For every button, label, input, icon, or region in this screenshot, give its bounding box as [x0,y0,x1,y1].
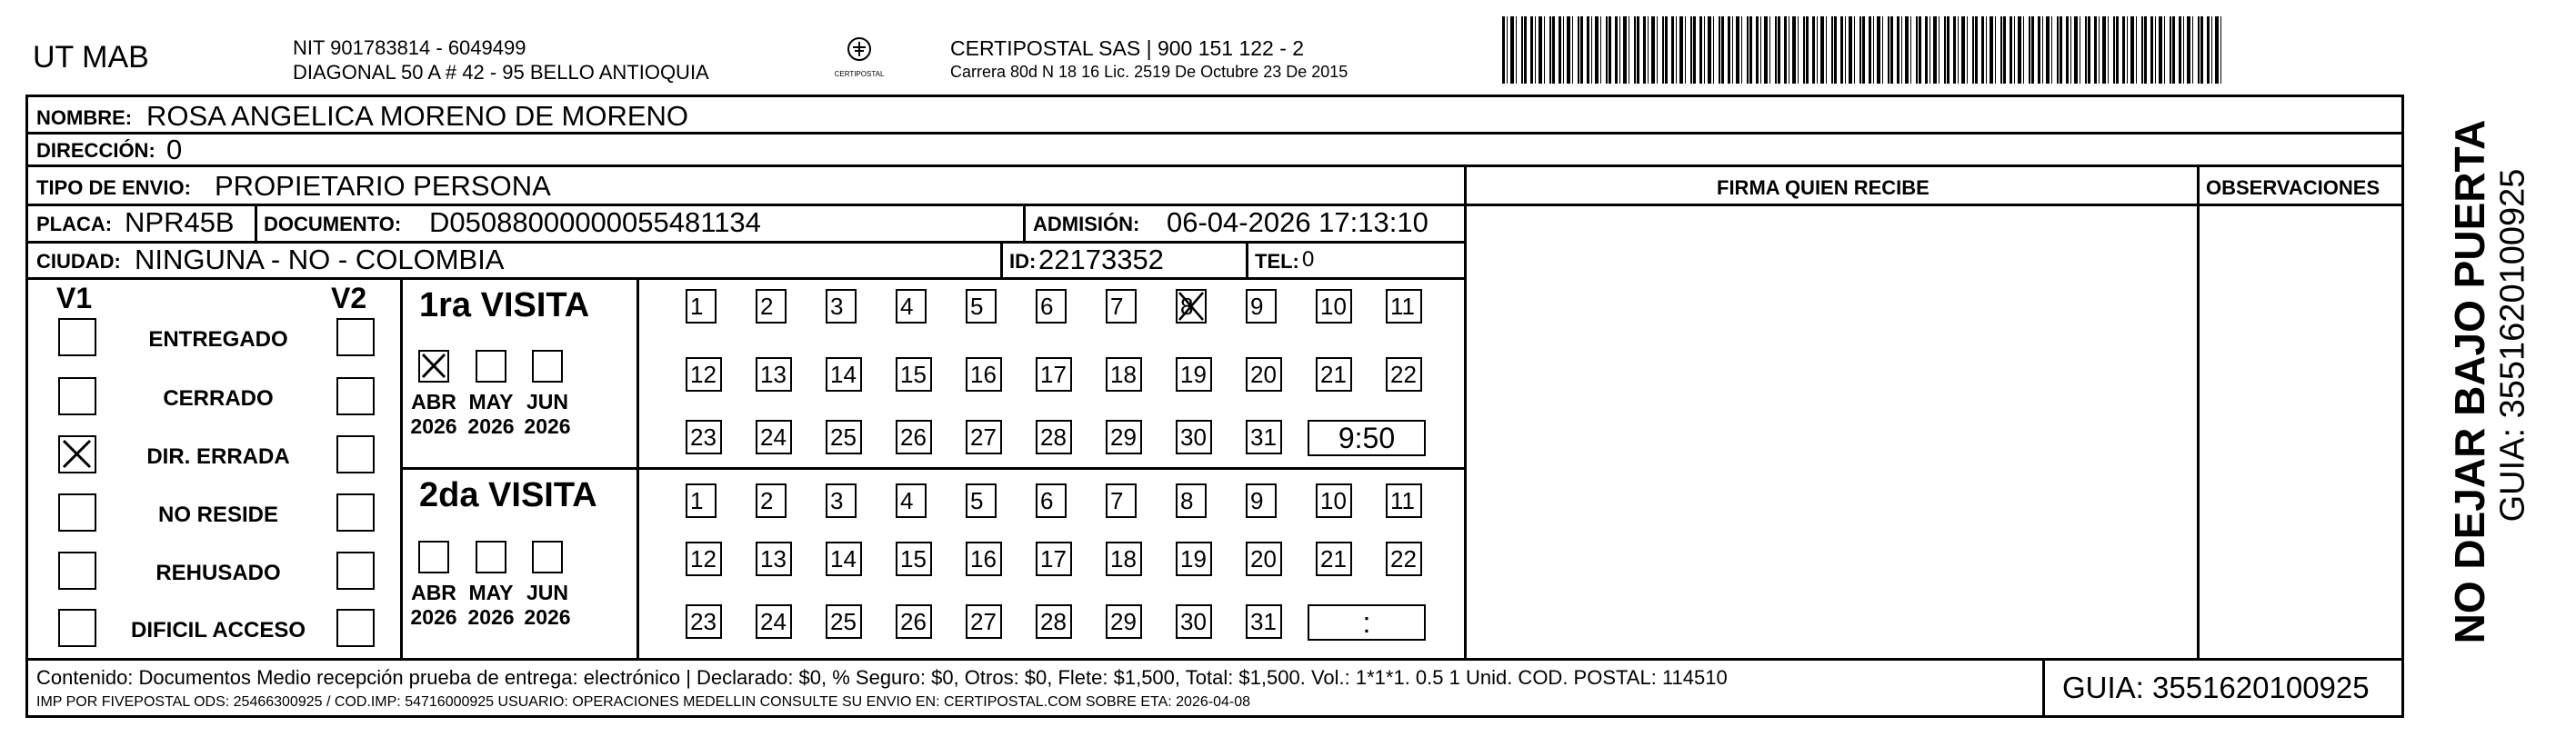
footer-imp: IMP POR FIVEPOSTAL ODS: 25466300925 / COD.IMP: 54716000925 USUARIO: OPERACIONES MEDELLIN CONSULTE SU ENVIO EN: CERTIPOSTAL.COM SOBRE ETA: 2026-04-08 [36,694,1250,710]
second-visit-day-box[interactable] [686,604,722,639]
day-number: 10 [1320,293,1347,320]
first-visit-day-box[interactable] [896,289,927,324]
second-visit-time-box[interactable] [1308,604,1426,641]
day-number: 14 [830,545,857,573]
first-visit-month-label: JUN 2026 [524,390,571,438]
day-number: 13 [760,545,787,573]
ciudad-value: NINGUNA - NO - COLOMBIA [135,244,505,275]
second-visit-day-box[interactable] [966,483,997,518]
day-number: 2 [760,487,774,514]
first-visit-day-box[interactable] [966,289,997,324]
firma-label: FIRMA QUIEN RECIBE [1717,176,1929,199]
day-number: 5 [970,487,984,514]
first-visit-day-box[interactable] [1246,357,1282,392]
day-number: 24 [760,608,787,635]
v2-label: V2 [331,282,367,314]
second-visit-day-box[interactable] [756,542,792,576]
day-number: 31 [1250,608,1277,635]
v1-checkbox[interactable] [58,609,96,647]
footer-contenido: Contenido: Documentos Medio recepción prueba de entrega: electrónico | Declarado: $0, % Seguro: $0, Otros: $0, Flete: $1,500, Total: $1,500. Vol.: 1*1*1. 0.5 1 Unid. COD. POSTAL: 114510 [36,666,1728,689]
day-number: 28 [1040,423,1067,451]
day-number: 7 [1110,487,1124,514]
first-visit-day-box[interactable] [756,357,792,392]
second-visit-day-box[interactable] [1246,542,1282,576]
direccion-value: 0 [166,134,183,165]
first-visit-label: 1ra VISITA [419,286,590,324]
first-visit-day-box[interactable] [1176,357,1212,392]
first-visit-day-box[interactable] [1176,420,1212,454]
first-visit-day-box[interactable] [756,420,792,454]
day-number: 29 [1110,608,1137,635]
day-number: 18 [1110,361,1137,388]
admision-value: 06-04-2026 17:13:10 [1167,206,1428,238]
day-number: 17 [1040,361,1067,388]
first-visit-day-box[interactable] [1386,289,1422,324]
day-number: 23 [690,423,717,451]
day-number: 23 [690,608,717,635]
second-visit-day-box[interactable] [1036,542,1072,576]
first-visit-day-box[interactable] [826,420,862,454]
first-visit-day-box[interactable] [1316,357,1352,392]
second-visit-day-box[interactable] [826,542,862,576]
v1-checkbox[interactable] [58,318,96,356]
day-number: 6 [1040,487,1054,514]
v2-checkbox[interactable] [336,609,375,647]
second-visit-day-box[interactable] [1106,483,1137,518]
first-visit-day-box[interactable] [1106,289,1137,324]
first-visit-day-box[interactable] [1176,289,1207,324]
observaciones-label: OBSERVACIONES [2206,176,2381,199]
first-visit-day-box[interactable] [1316,289,1352,324]
first-visit-day-box[interactable] [1246,420,1282,454]
ciudad-label: CIUDAD: [36,250,121,273]
day-number: 3 [830,487,844,514]
first-visit-day-box[interactable] [1106,357,1142,392]
status-option-label: NO RESIDE [157,503,279,527]
day-number: 20 [1250,361,1277,388]
day-number: 15 [900,545,927,573]
second-visit-month-label: MAY 2026 [467,581,515,629]
day-number: 12 [690,545,717,573]
day-number: 15 [900,361,927,388]
carrier-name: CERTIPOSTAL SAS | 900 151 122 - 2 [950,36,1305,60]
first-visit-day-box[interactable] [1036,420,1072,454]
day-number: 30 [1180,423,1207,451]
first-visit-day-box[interactable] [1106,420,1142,454]
day-number: 18 [1110,545,1137,573]
tipo-envio-label: TIPO DE ENVIO: [36,176,191,199]
first-visit-day-box[interactable] [966,357,1002,392]
second-visit-month-label: ABR 2026 [410,581,457,629]
second-visit-day-box[interactable] [896,483,927,518]
first-visit-month-checkbox[interactable] [476,350,506,383]
second-visit-day-box[interactable] [1386,483,1422,518]
id-label: ID: [1009,250,1037,273]
documento-value: D05088000000055481134 [429,206,761,238]
first-visit-day-box[interactable] [686,357,722,392]
id-value: 22173352 [1038,244,1164,275]
second-visit-month-checkbox[interactable] [476,541,506,573]
first-visit-time-value: 9:50 [1338,422,1396,454]
day-number: 27 [970,423,997,451]
check-x-icon [1178,291,1205,322]
first-visit-month-label: MAY 2026 [467,390,515,438]
placa-value: NPR45B [125,206,235,238]
second-visit-time-value: : [1362,606,1371,639]
nombre-label: NOMBRE: [36,106,133,129]
day-number: 7 [1110,293,1124,320]
second-visit-day-box[interactable] [1036,604,1072,639]
v2-checkbox[interactable] [336,318,375,356]
first-visit-day-box[interactable] [756,289,787,324]
v1-checkbox[interactable] [58,493,96,532]
day-number: 29 [1110,423,1137,451]
second-visit-day-box[interactable] [1176,483,1207,518]
day-number: 27 [970,608,997,635]
first-visit-day-box[interactable] [896,357,932,392]
footer-guia: GUIA: 3551620100925 [2062,671,2370,704]
second-visit-day-box[interactable] [756,604,792,639]
day-number: 25 [830,423,857,451]
first-visit-day-box[interactable] [686,420,722,454]
status-option-label: REHUSADO [155,561,281,585]
status-option-label: CERRADO [163,386,274,411]
second-visit-day-box[interactable] [896,604,932,639]
tipo-envio-value: PROPIETARIO PERSONA [215,170,551,202]
second-visit-day-box[interactable] [686,542,722,576]
second-visit-day-box[interactable] [1106,604,1142,639]
day-number: 3 [830,293,844,320]
day-number: 1 [690,487,704,514]
day-number: 24 [760,423,787,451]
admision-label: ADMISIÓN: [1033,213,1140,235]
day-number: 5 [970,293,984,320]
second-visit-day-box[interactable] [1036,483,1067,518]
day-number: 16 [970,545,997,573]
day-number: 26 [900,423,927,451]
day-number: 17 [1040,545,1067,573]
day-number: 22 [1390,361,1417,388]
documento-label: DOCUMENTO: [264,213,402,235]
day-number: 10 [1320,487,1347,514]
first-visit-month-label: ABR 2026 [410,390,457,438]
carrier-license: Carrera 80d N 18 16 Lic. 2519 De Octubre 23 De 2015 [950,63,1348,81]
second-visit-month-checkbox[interactable] [418,541,449,573]
second-visit-day-box[interactable] [826,604,862,639]
first-visit-day-box[interactable] [826,357,862,392]
day-number: 1 [690,293,704,320]
second-visit-month-checkbox[interactable] [532,541,563,573]
sender-address: DIAGONAL 50 A # 42 - 95 BELLO ANTIOQUIA [293,61,709,84]
v2-checkbox[interactable] [336,377,375,415]
second-visit-day-box[interactable] [1386,542,1422,576]
side-warning: NO DEJAR BAJO PUERTA [2446,119,2493,644]
day-number: 19 [1180,545,1207,573]
status-option-label: DIFICIL ACCESO [130,618,306,642]
day-number: 31 [1250,423,1277,451]
day-number: 4 [900,293,914,320]
day-number: 30 [1180,608,1207,635]
day-number: 14 [830,361,857,388]
nombre-value: ROSA ANGELICA MORENO DE MORENO [146,100,689,132]
second-visit-day-box[interactable] [1316,483,1352,518]
v1-label: V1 [56,282,93,314]
first-visit-day-box[interactable] [1246,289,1277,324]
first-visit-month-checkbox[interactable] [532,350,563,383]
v2-checkbox[interactable] [336,552,375,590]
day-number: 9 [1250,293,1264,320]
second-visit-day-box[interactable] [966,604,1002,639]
second-visit-day-box[interactable] [1246,483,1277,518]
day-number: 8 [1180,487,1194,514]
certipostal-logo [823,35,896,80]
day-number: 19 [1180,361,1207,388]
second-visit-month-label: JUN 2026 [524,581,571,629]
second-visit-day-box[interactable] [826,483,857,518]
day-number: 20 [1250,545,1277,573]
v2-checkbox[interactable] [336,435,375,473]
day-number: 4 [900,487,914,514]
day-number: 11 [1390,487,1415,514]
sender-nit: NIT 901783814 - 6049499 [293,36,526,59]
tel-value: 0 [1302,247,1315,272]
second-visit-day-box[interactable] [966,542,1002,576]
day-number: 13 [760,361,787,388]
check-x-icon [420,352,447,380]
day-number: 22 [1390,545,1417,573]
second-visit-day-box[interactable] [686,483,717,518]
second-visit-day-box[interactable] [896,542,932,576]
status-option-label: DIR. ERRADA [146,444,290,469]
first-visit-day-box[interactable] [686,289,717,324]
day-number: 9 [1250,487,1264,514]
status-option-label: ENTREGADO [148,327,288,352]
day-number: 6 [1040,293,1054,320]
first-visit-month-checkbox[interactable] [418,350,449,383]
placa-label: PLACA: [36,213,113,235]
v2-checkbox[interactable] [336,493,375,532]
day-number: 12 [690,361,717,388]
direccion-label: DIRECCIÓN: [36,139,155,162]
v1-checkbox[interactable] [58,377,96,415]
second-visit-day-box[interactable] [1106,542,1142,576]
second-visit-label: 2da VISITA [419,476,597,514]
first-visit-time-box[interactable] [1308,420,1426,456]
second-visit-day-box[interactable] [1176,604,1212,639]
first-visit-day-box[interactable] [896,420,932,454]
barcode [1502,16,2225,84]
day-number: 25 [830,608,857,635]
second-visit-day-box[interactable] [756,483,787,518]
day-number: 2 [760,293,774,320]
v1-checkbox[interactable] [58,435,96,473]
day-number: 16 [970,361,997,388]
v1-checkbox[interactable] [58,552,96,590]
second-visit-day-box[interactable] [1176,542,1212,576]
logo-wordmark: CERTIPOSTAL [834,70,885,78]
side-guia: GUIA: 3551620100925 [2493,168,2532,523]
day-number: 21 [1320,545,1347,573]
company-name: UT MAB [33,40,149,75]
tel-label: TEL: [1255,250,1299,273]
first-visit-day-box[interactable] [966,420,1002,454]
day-number: 26 [900,608,927,635]
first-visit-day-box[interactable] [1386,357,1422,392]
day-number: 8 [1180,293,1194,320]
first-visit-day-box[interactable] [826,289,857,324]
second-visit-day-box[interactable] [1316,542,1352,576]
check-x-icon [60,437,94,471]
day-number: 21 [1320,361,1347,388]
first-visit-day-box[interactable] [1036,357,1072,392]
day-number: 11 [1390,293,1415,320]
day-number: 28 [1040,608,1067,635]
first-visit-day-box[interactable] [1036,289,1067,324]
second-visit-day-box[interactable] [1246,604,1282,639]
